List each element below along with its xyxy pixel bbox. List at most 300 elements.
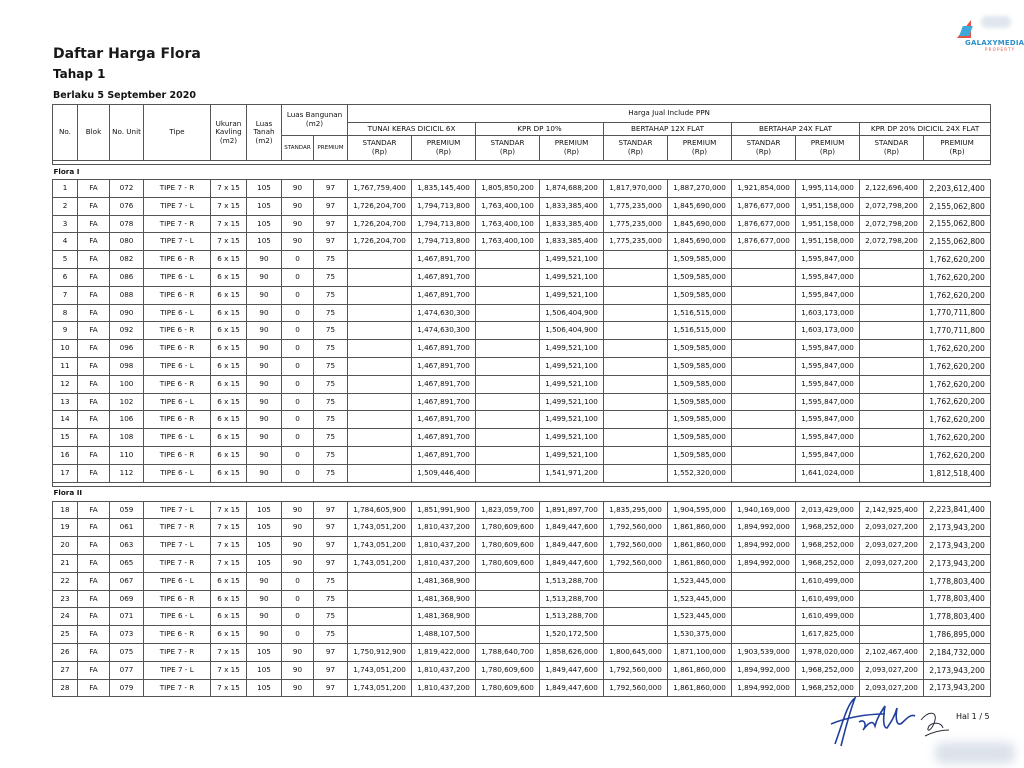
header-bangunan-premium: PREMIUM bbox=[314, 136, 348, 161]
table-cell: 75 bbox=[314, 322, 348, 340]
table-cell: 1,767,759,400 bbox=[348, 180, 412, 198]
table-cell: 1,894,992,000 bbox=[732, 537, 796, 555]
table-cell: 11 bbox=[53, 357, 78, 375]
table-cell: FA bbox=[78, 215, 110, 233]
table-cell: 97 bbox=[314, 180, 348, 198]
table-cell: 2,072,798,200 bbox=[860, 215, 924, 233]
table-cell: 23 bbox=[53, 590, 78, 608]
table-cell: 26 bbox=[53, 643, 78, 661]
table-cell: 1,509,585,000 bbox=[668, 251, 732, 269]
table-cell: 90 bbox=[282, 215, 314, 233]
header-tipe: Tipe bbox=[144, 105, 211, 161]
table-cell: 75 bbox=[314, 393, 348, 411]
table-cell: 12 bbox=[53, 375, 78, 393]
table-cell: 14 bbox=[53, 411, 78, 429]
table-cell: 97 bbox=[314, 501, 348, 519]
table-cell: 7 x 15 bbox=[211, 197, 247, 215]
table-cell: 1,762,620,200 bbox=[924, 446, 991, 464]
table-cell: 90 bbox=[247, 251, 282, 269]
table-cell: 1,951,158,000 bbox=[796, 215, 860, 233]
table-cell: 7 x 15 bbox=[211, 643, 247, 661]
table-cell: FA bbox=[78, 233, 110, 251]
table-cell: 97 bbox=[314, 679, 348, 697]
table-cell bbox=[604, 464, 668, 482]
table-cell: 1,995,114,000 bbox=[796, 180, 860, 198]
table-cell: 105 bbox=[247, 197, 282, 215]
table-cell: 1,810,437,200 bbox=[412, 661, 476, 679]
table-cell: 1,762,620,200 bbox=[924, 286, 991, 304]
table-cell: 1,968,252,000 bbox=[796, 661, 860, 679]
table-cell: 105 bbox=[247, 679, 282, 697]
table-cell: 1,780,609,600 bbox=[476, 679, 540, 697]
table-cell: 0 bbox=[282, 608, 314, 626]
table-cell bbox=[732, 268, 796, 286]
table-cell: 1,481,368,900 bbox=[412, 572, 476, 590]
table-row bbox=[53, 340, 991, 358]
table-cell bbox=[860, 429, 924, 447]
table-cell: FA bbox=[78, 679, 110, 697]
table-cell: 106 bbox=[110, 411, 144, 429]
table-cell: 1,509,585,000 bbox=[668, 429, 732, 447]
table-cell: 076 bbox=[110, 197, 144, 215]
table-cell bbox=[604, 411, 668, 429]
table-cell: FA bbox=[78, 180, 110, 198]
table-cell: 1,845,690,000 bbox=[668, 197, 732, 215]
table-cell: 1,509,585,000 bbox=[668, 286, 732, 304]
table-cell: 90 bbox=[247, 357, 282, 375]
table-cell: 75 bbox=[314, 572, 348, 590]
table-cell bbox=[348, 446, 412, 464]
table-cell: 1,595,847,000 bbox=[796, 357, 860, 375]
table-cell: 108 bbox=[110, 429, 144, 447]
table-cell: 1,762,620,200 bbox=[924, 393, 991, 411]
table-cell: 7 x 15 bbox=[211, 554, 247, 572]
table-cell: 1,516,515,000 bbox=[668, 322, 732, 340]
table-cell: 0 bbox=[282, 626, 314, 644]
table-cell: 97 bbox=[314, 643, 348, 661]
table-cell: 75 bbox=[314, 251, 348, 269]
table-cell: 75 bbox=[314, 375, 348, 393]
table-cell bbox=[348, 608, 412, 626]
table-cell: 1,833,385,400 bbox=[540, 197, 604, 215]
table-cell: 1,506,404,900 bbox=[540, 304, 604, 322]
table-cell bbox=[348, 286, 412, 304]
table-row bbox=[53, 357, 991, 375]
table-cell: 1,835,295,000 bbox=[604, 501, 668, 519]
table-row bbox=[53, 554, 991, 572]
table-cell: FA bbox=[78, 340, 110, 358]
table-cell: 90 bbox=[247, 340, 282, 358]
table-cell: 0 bbox=[282, 572, 314, 590]
table-cell: 1,861,860,000 bbox=[668, 537, 732, 555]
table-cell: 0 bbox=[282, 268, 314, 286]
table-cell: FA bbox=[78, 268, 110, 286]
table-cell: 063 bbox=[110, 537, 144, 555]
table-cell: TIPE 6 - L bbox=[144, 357, 211, 375]
table-cell: 1,792,560,000 bbox=[604, 661, 668, 679]
table-cell: 2,093,027,200 bbox=[860, 679, 924, 697]
table-cell: 1,845,690,000 bbox=[668, 233, 732, 251]
table-cell: FA bbox=[78, 519, 110, 537]
table-cell: TIPE 6 - R bbox=[144, 340, 211, 358]
table-cell: 0 bbox=[282, 286, 314, 304]
table-cell: 1,467,891,700 bbox=[412, 251, 476, 269]
table-cell bbox=[604, 375, 668, 393]
table-cell: 1,792,560,000 bbox=[604, 519, 668, 537]
table-cell: 1,762,620,200 bbox=[924, 411, 991, 429]
table-cell: 25 bbox=[53, 626, 78, 644]
table-cell: 1,784,605,900 bbox=[348, 501, 412, 519]
header-luas-tanah: Luas Tanah (m2) bbox=[247, 105, 282, 161]
table-cell bbox=[604, 446, 668, 464]
table-cell: 105 bbox=[247, 215, 282, 233]
table-row bbox=[53, 215, 991, 233]
table-cell bbox=[476, 429, 540, 447]
table-cell: 75 bbox=[314, 446, 348, 464]
header-plan-bertahap12: BERTAHAP 12X FLAT bbox=[604, 123, 732, 136]
table-cell bbox=[860, 446, 924, 464]
table-cell: 1,778,803,400 bbox=[924, 590, 991, 608]
table-cell bbox=[860, 375, 924, 393]
table-cell: 0 bbox=[282, 590, 314, 608]
table-cell: 1,800,645,000 bbox=[604, 643, 668, 661]
table-cell: TIPE 7 - R bbox=[144, 180, 211, 198]
header-premium-rp-3: PREMIUM (Rp) bbox=[668, 136, 732, 161]
table-cell: FA bbox=[78, 608, 110, 626]
table-cell: TIPE 7 - L bbox=[144, 537, 211, 555]
table-cell: 098 bbox=[110, 357, 144, 375]
table-cell: 1,805,850,200 bbox=[476, 180, 540, 198]
table-cell: TIPE 7 - R bbox=[144, 554, 211, 572]
table-cell: 90 bbox=[247, 464, 282, 482]
table-cell: 0 bbox=[282, 464, 314, 482]
table-cell: 90 bbox=[247, 411, 282, 429]
table-cell bbox=[476, 251, 540, 269]
table-cell: 1,467,891,700 bbox=[412, 286, 476, 304]
table-cell: 1,499,521,100 bbox=[540, 446, 604, 464]
table-cell: 7 bbox=[53, 286, 78, 304]
table-cell bbox=[476, 268, 540, 286]
table-row bbox=[53, 537, 991, 555]
table-row bbox=[53, 446, 991, 464]
table-cell: 1,610,499,000 bbox=[796, 590, 860, 608]
table-cell bbox=[732, 393, 796, 411]
table-cell: 7 x 15 bbox=[211, 501, 247, 519]
table-cell: TIPE 6 - L bbox=[144, 268, 211, 286]
header-premium-rp-2: PREMIUM (Rp) bbox=[540, 136, 604, 161]
table-cell: 9 bbox=[53, 322, 78, 340]
table-cell: 1,762,620,200 bbox=[924, 375, 991, 393]
table-cell: 1,516,515,000 bbox=[668, 304, 732, 322]
header-standar-rp-1: STANDAR (Rp) bbox=[348, 136, 412, 161]
table-cell: 1,835,145,400 bbox=[412, 180, 476, 198]
table-cell bbox=[604, 340, 668, 358]
table-cell: 1,467,891,700 bbox=[412, 375, 476, 393]
table-cell: 1,817,970,000 bbox=[604, 180, 668, 198]
table-cell bbox=[604, 286, 668, 304]
table-cell: 1,499,521,100 bbox=[540, 286, 604, 304]
table-cell: FA bbox=[78, 375, 110, 393]
header-unit: No. Unit bbox=[110, 105, 144, 161]
table-cell: 90 bbox=[247, 286, 282, 304]
table-cell: TIPE 7 - L bbox=[144, 197, 211, 215]
table-cell: 1,617,825,000 bbox=[796, 626, 860, 644]
table-cell: 75 bbox=[314, 304, 348, 322]
table-cell: 1,887,270,000 bbox=[668, 180, 732, 198]
table-cell bbox=[732, 464, 796, 482]
table-cell: 086 bbox=[110, 268, 144, 286]
table-cell bbox=[476, 446, 540, 464]
table-cell: 1,849,447,600 bbox=[540, 519, 604, 537]
table-cell: 2,155,062,800 bbox=[924, 215, 991, 233]
table-cell: 1,595,847,000 bbox=[796, 393, 860, 411]
table-cell: 1,509,585,000 bbox=[668, 446, 732, 464]
table-cell: 067 bbox=[110, 572, 144, 590]
table-cell: 90 bbox=[247, 626, 282, 644]
table-cell bbox=[860, 590, 924, 608]
table-cell: FA bbox=[78, 393, 110, 411]
table-cell bbox=[732, 375, 796, 393]
table-cell: 1,780,609,600 bbox=[476, 554, 540, 572]
table-cell: 2 bbox=[53, 197, 78, 215]
table-cell: 1,499,521,100 bbox=[540, 357, 604, 375]
table-cell bbox=[732, 286, 796, 304]
table-cell: 1,763,400,100 bbox=[476, 233, 540, 251]
table-cell: 90 bbox=[247, 429, 282, 447]
table-cell: 7 x 15 bbox=[211, 233, 247, 251]
table-cell: 1,794,713,800 bbox=[412, 233, 476, 251]
table-cell bbox=[476, 626, 540, 644]
table-cell bbox=[860, 268, 924, 286]
table-cell: 27 bbox=[53, 661, 78, 679]
table-row bbox=[53, 608, 991, 626]
table-cell bbox=[732, 608, 796, 626]
table-cell: 1,743,051,200 bbox=[348, 519, 412, 537]
header-premium-rp-1: PREMIUM (Rp) bbox=[412, 136, 476, 161]
table-cell: 105 bbox=[247, 661, 282, 679]
table-cell: 2,013,429,000 bbox=[796, 501, 860, 519]
table-cell: 1,851,991,900 bbox=[412, 501, 476, 519]
table-cell: 75 bbox=[314, 590, 348, 608]
table-cell: 061 bbox=[110, 519, 144, 537]
company-logo bbox=[955, 16, 1024, 52]
table-cell: 088 bbox=[110, 286, 144, 304]
table-cell: 7 x 15 bbox=[211, 661, 247, 679]
table-cell: 75 bbox=[314, 411, 348, 429]
table-cell: 1,499,521,100 bbox=[540, 411, 604, 429]
table-cell: 1,894,992,000 bbox=[732, 679, 796, 697]
table-cell: 1,467,891,700 bbox=[412, 340, 476, 358]
table-cell: 1,891,897,700 bbox=[540, 501, 604, 519]
table-row bbox=[53, 464, 991, 482]
table-cell: 6 x 15 bbox=[211, 411, 247, 429]
table-cell: 75 bbox=[314, 286, 348, 304]
table-cell: 1,951,158,000 bbox=[796, 233, 860, 251]
table-cell: 6 x 15 bbox=[211, 340, 247, 358]
table-cell: 6 x 15 bbox=[211, 322, 247, 340]
table-cell: 7 x 15 bbox=[211, 519, 247, 537]
table-cell: TIPE 7 - R bbox=[144, 519, 211, 537]
table-cell: 1,833,385,400 bbox=[540, 215, 604, 233]
table-cell: FA bbox=[78, 411, 110, 429]
table-cell: 90 bbox=[282, 197, 314, 215]
table-cell: 077 bbox=[110, 661, 144, 679]
table-cell: FA bbox=[78, 464, 110, 482]
table-cell: 2,093,027,200 bbox=[860, 519, 924, 537]
table-cell: TIPE 7 - L bbox=[144, 501, 211, 519]
table-cell: 2,093,027,200 bbox=[860, 661, 924, 679]
table-cell: 1,523,445,000 bbox=[668, 572, 732, 590]
table-cell: 080 bbox=[110, 233, 144, 251]
table-cell bbox=[604, 304, 668, 322]
table-cell bbox=[348, 322, 412, 340]
page-number: Hal 1 / 5 bbox=[956, 712, 990, 721]
table-cell: 059 bbox=[110, 501, 144, 519]
table-cell: 105 bbox=[247, 643, 282, 661]
table-cell: 1,509,585,000 bbox=[668, 411, 732, 429]
table-cell: 105 bbox=[247, 537, 282, 555]
table-cell: 072 bbox=[110, 180, 144, 198]
table-cell: 97 bbox=[314, 215, 348, 233]
table-row bbox=[53, 643, 991, 661]
table-cell bbox=[604, 322, 668, 340]
table-cell: 6 x 15 bbox=[211, 464, 247, 482]
page-subtitle: Tahap 1 bbox=[53, 67, 106, 81]
table-cell bbox=[476, 304, 540, 322]
header-standar-rp-4: STANDAR (Rp) bbox=[732, 136, 796, 161]
table-cell: 1,467,891,700 bbox=[412, 411, 476, 429]
table-cell: 1,726,204,700 bbox=[348, 215, 412, 233]
table-cell: 1,775,235,000 bbox=[604, 215, 668, 233]
table-cell: 069 bbox=[110, 590, 144, 608]
table-cell: 2,173,943,200 bbox=[924, 661, 991, 679]
table-cell: 1,481,368,900 bbox=[412, 590, 476, 608]
table-cell: 1,595,847,000 bbox=[796, 251, 860, 269]
table-cell: 90 bbox=[282, 501, 314, 519]
table-cell: 1,506,404,900 bbox=[540, 322, 604, 340]
table-cell bbox=[860, 340, 924, 358]
table-cell: 1,763,400,100 bbox=[476, 215, 540, 233]
table-cell: 1,792,560,000 bbox=[604, 554, 668, 572]
table-cell: 1,750,912,900 bbox=[348, 643, 412, 661]
table-cell: FA bbox=[78, 590, 110, 608]
table-cell: 1,780,609,600 bbox=[476, 661, 540, 679]
table-row bbox=[53, 268, 991, 286]
table-cell bbox=[860, 357, 924, 375]
table-cell: 21 bbox=[53, 554, 78, 572]
table-cell: 1,849,447,600 bbox=[540, 661, 604, 679]
table-cell: TIPE 6 - R bbox=[144, 375, 211, 393]
table-cell: 1,894,992,000 bbox=[732, 661, 796, 679]
table-cell bbox=[860, 304, 924, 322]
table-cell: 1,481,368,900 bbox=[412, 608, 476, 626]
table-cell: 97 bbox=[314, 197, 348, 215]
table-cell: 1,513,288,700 bbox=[540, 608, 604, 626]
table-cell: 97 bbox=[314, 519, 348, 537]
table-cell: 1,778,803,400 bbox=[924, 608, 991, 626]
table-cell: 1,780,609,600 bbox=[476, 519, 540, 537]
table-cell: 1,762,620,200 bbox=[924, 251, 991, 269]
table-cell: 2,093,027,200 bbox=[860, 554, 924, 572]
table-cell: 1,610,499,000 bbox=[796, 572, 860, 590]
table-cell: 1,467,891,700 bbox=[412, 446, 476, 464]
table-row bbox=[53, 197, 991, 215]
table-cell: 7 x 15 bbox=[211, 679, 247, 697]
table-cell: 1,871,100,000 bbox=[668, 643, 732, 661]
table-cell: 1,861,860,000 bbox=[668, 519, 732, 537]
table-cell: 90 bbox=[282, 233, 314, 251]
table-cell: 112 bbox=[110, 464, 144, 482]
table-cell: 1,530,375,000 bbox=[668, 626, 732, 644]
table-cell: 1,845,690,000 bbox=[668, 215, 732, 233]
table-cell bbox=[604, 590, 668, 608]
table-cell: 073 bbox=[110, 626, 144, 644]
table-cell: 15 bbox=[53, 429, 78, 447]
header-standar-rp-5: STANDAR (Rp) bbox=[860, 136, 924, 161]
table-cell: TIPE 6 - R bbox=[144, 322, 211, 340]
table-cell bbox=[348, 572, 412, 590]
header-standar-rp-3: STANDAR (Rp) bbox=[604, 136, 668, 161]
table-cell bbox=[348, 340, 412, 358]
table-row bbox=[53, 626, 991, 644]
table-cell: TIPE 6 - R bbox=[144, 251, 211, 269]
table-cell: 7 x 15 bbox=[211, 537, 247, 555]
table-cell: 75 bbox=[314, 464, 348, 482]
table-cell: FA bbox=[78, 357, 110, 375]
table-cell: 0 bbox=[282, 251, 314, 269]
table-cell: 105 bbox=[247, 519, 282, 537]
table-cell bbox=[604, 251, 668, 269]
table-cell: 1,595,847,000 bbox=[796, 286, 860, 304]
table-cell: 1 bbox=[53, 180, 78, 198]
table-cell: 6 x 15 bbox=[211, 304, 247, 322]
table-cell: 1,595,847,000 bbox=[796, 340, 860, 358]
table-cell: TIPE 6 - L bbox=[144, 572, 211, 590]
table-cell: 1,595,847,000 bbox=[796, 429, 860, 447]
table-cell bbox=[476, 340, 540, 358]
logo-tagline: PROPERTY bbox=[985, 47, 1016, 52]
table-cell: 0 bbox=[282, 393, 314, 411]
table-cell bbox=[860, 572, 924, 590]
table-cell: 90 bbox=[247, 608, 282, 626]
table-cell: 1,810,437,200 bbox=[412, 537, 476, 555]
table-cell: 1,823,059,700 bbox=[476, 501, 540, 519]
header-luas-bangunan: Luas Bangunan (m2) bbox=[282, 105, 348, 136]
table-cell: 2,072,798,200 bbox=[860, 197, 924, 215]
table-cell bbox=[476, 411, 540, 429]
table-cell: 0 bbox=[282, 322, 314, 340]
table-cell: 110 bbox=[110, 446, 144, 464]
table-row bbox=[53, 180, 991, 198]
table-cell: 105 bbox=[247, 554, 282, 572]
header-kavling: Ukuran Kavling (m2) bbox=[211, 105, 247, 161]
table-cell: 1,978,020,000 bbox=[796, 643, 860, 661]
header-standar-rp-2: STANDAR (Rp) bbox=[476, 136, 540, 161]
table-cell: FA bbox=[78, 626, 110, 644]
table-cell: 1,786,895,000 bbox=[924, 626, 991, 644]
table-cell: 8 bbox=[53, 304, 78, 322]
table-cell: 75 bbox=[314, 340, 348, 358]
table-cell: 1,812,518,400 bbox=[924, 464, 991, 482]
table-cell bbox=[732, 429, 796, 447]
table-cell: 19 bbox=[53, 519, 78, 537]
table-cell: 1,810,437,200 bbox=[412, 519, 476, 537]
table-cell bbox=[348, 375, 412, 393]
table-cell bbox=[476, 375, 540, 393]
table-cell: 7 x 15 bbox=[211, 180, 247, 198]
table-cell: 90 bbox=[247, 446, 282, 464]
table-cell: FA bbox=[78, 501, 110, 519]
